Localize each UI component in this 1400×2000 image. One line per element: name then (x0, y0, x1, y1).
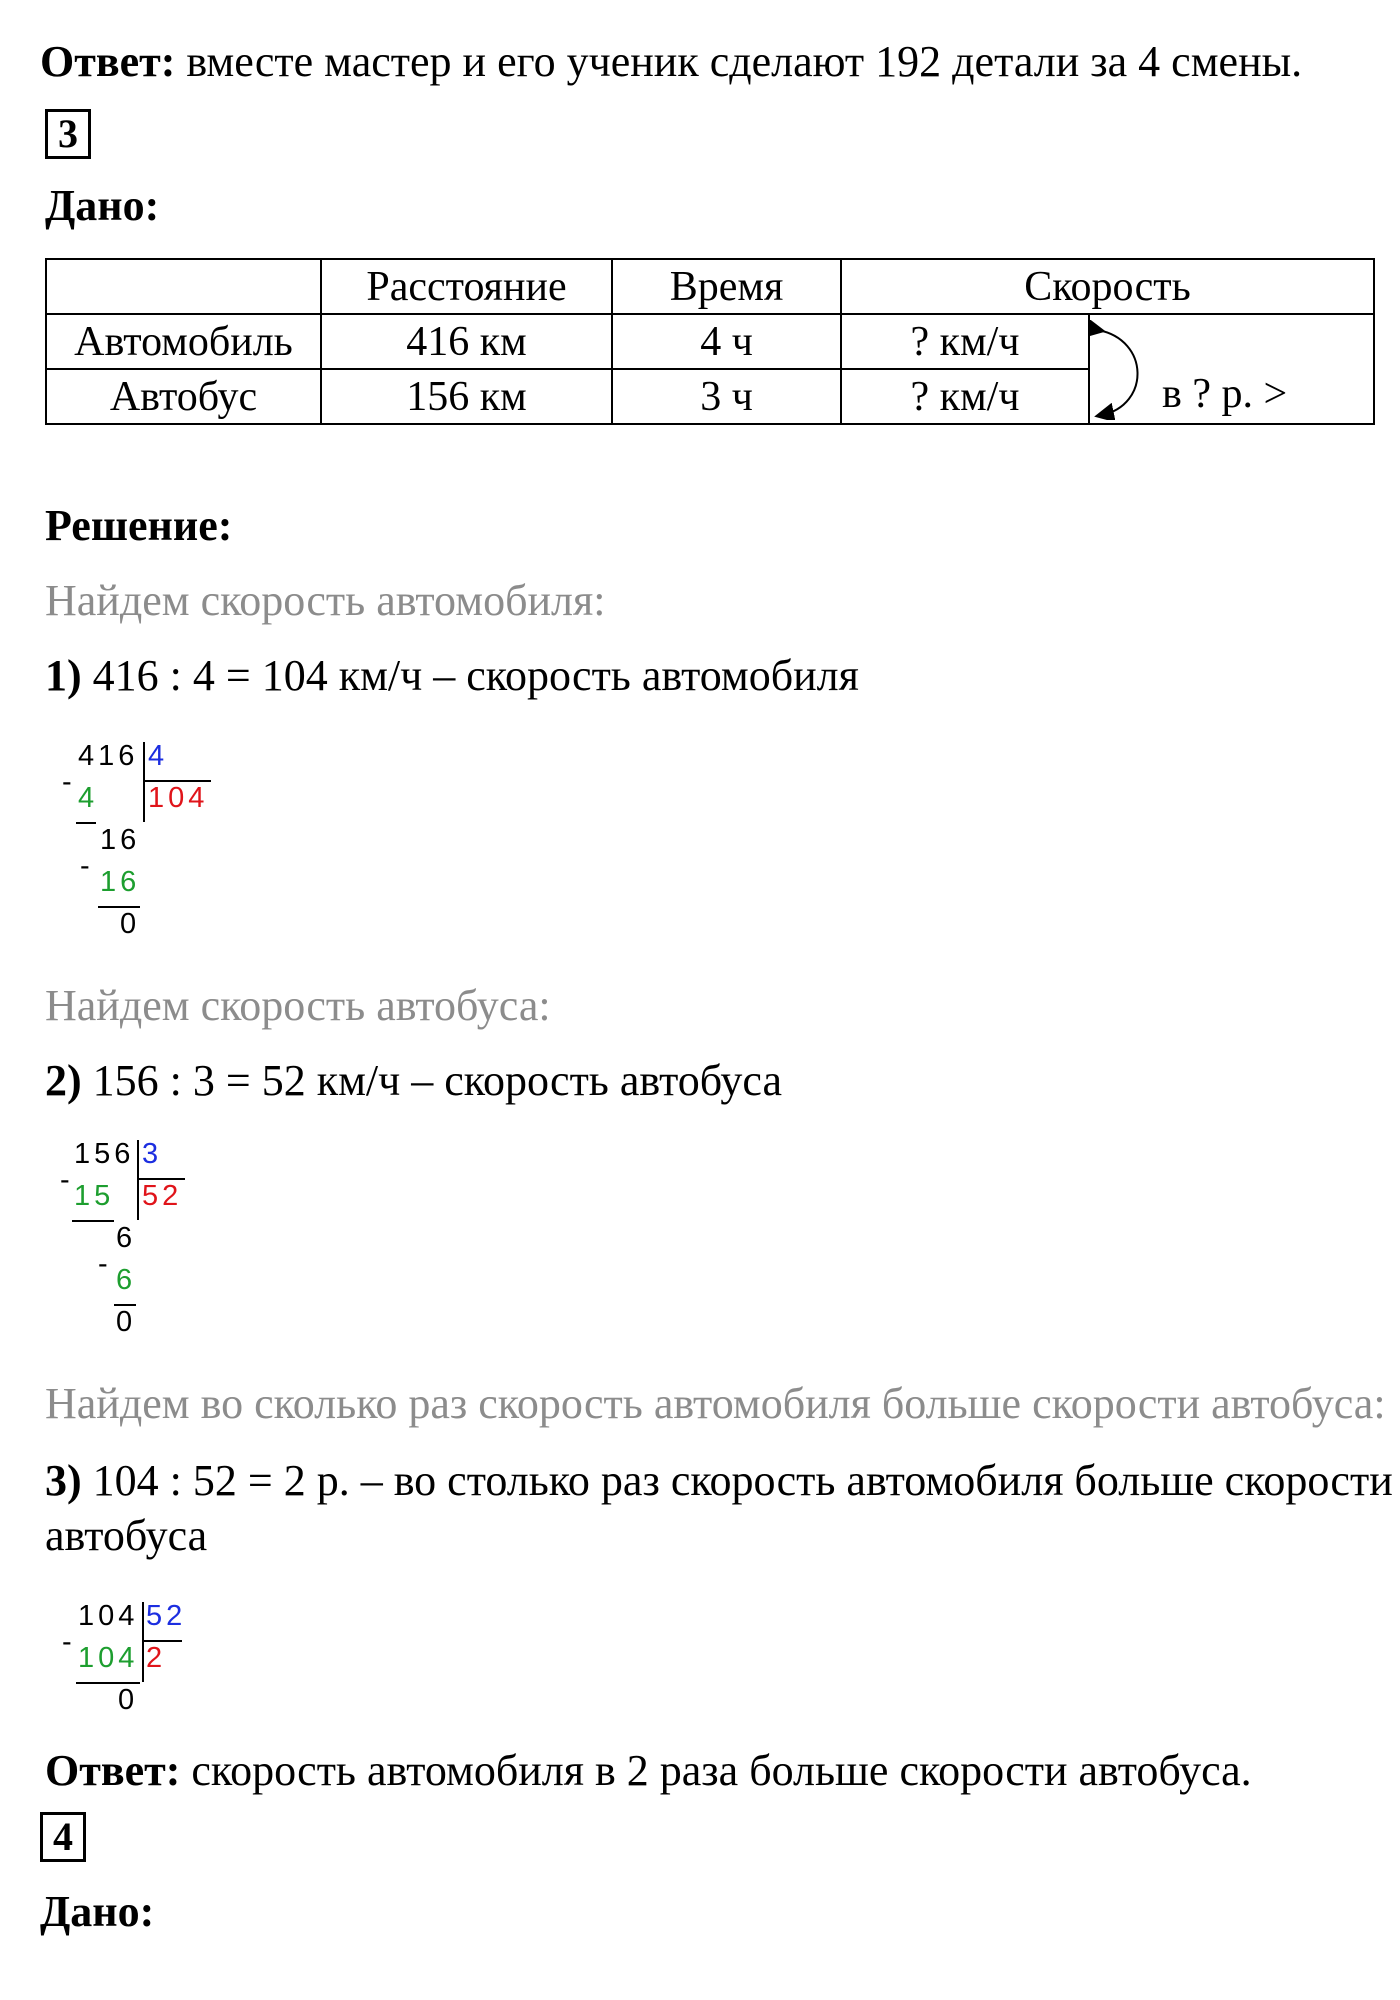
quotient: 2 (146, 1642, 167, 1674)
step-number: 1) (45, 651, 82, 700)
dividend: 156 (74, 1138, 135, 1170)
step-equation (45, 1455, 1393, 1506)
divisor: 52 (146, 1600, 187, 1632)
step-text: 416 : 4 = 104 км/ч – скорость автомобиля (81, 651, 859, 700)
subtrahend: 15 (74, 1180, 115, 1212)
answer-label: Ответ: (45, 1746, 181, 1795)
long-division (60, 740, 230, 950)
divisor: 4 (148, 740, 169, 772)
answer-text: вместе мастер и его ученик сделают 192 детали за 4 смены. (175, 37, 1303, 86)
table-cell: Автомобиль (46, 314, 321, 369)
table-header-cell: Скорость (841, 259, 1374, 314)
division-bar (143, 780, 211, 782)
long-division (60, 1138, 230, 1348)
previous-answer (40, 36, 1302, 87)
division-bar (137, 1140, 139, 1220)
minus-sign: - (62, 766, 76, 798)
task-number-4: 4 (40, 1812, 86, 1862)
subtrahend: 6 (116, 1264, 137, 1296)
division-underline (76, 822, 96, 824)
table-header-cell: Расстояние (321, 259, 612, 314)
step-equation (45, 650, 859, 701)
remainder: 6 (116, 1222, 137, 1254)
minus-sign: - (98, 1248, 112, 1280)
remainder: 0 (120, 908, 141, 940)
division-underline (72, 1220, 114, 1222)
division-bar (143, 742, 145, 822)
given-label: Дано: (40, 1887, 155, 1936)
task-number-3: 3 (45, 109, 91, 159)
subtrahend: 4 (78, 782, 99, 814)
division-underline (98, 906, 140, 908)
table-header-row (46, 259, 1374, 314)
dividend: 104 (78, 1600, 139, 1632)
given-label: Дано: (45, 181, 160, 230)
division-bar (142, 1602, 144, 1682)
answer-text: скорость автомобиля в 2 раза больше скорости автобуса. (180, 1746, 1252, 1795)
division-underline (76, 1682, 140, 1684)
quotient: 104 (148, 782, 209, 814)
remainder: 0 (118, 1684, 139, 1716)
comparison-cell (1089, 314, 1374, 424)
division-underline (114, 1304, 136, 1306)
long-division (60, 1600, 230, 1730)
step-text-continued: автобуса (45, 1511, 208, 1560)
subtrahend: 16 (100, 866, 141, 898)
task3-answer (45, 1745, 1252, 1796)
comparison-text: в ? р. > (1162, 371, 1288, 417)
solution-label: Решение: (45, 501, 233, 550)
answer-label: Ответ: (40, 37, 176, 86)
table-cell: ? км/ч (841, 369, 1089, 424)
division-bar (142, 1640, 182, 1642)
table-cell: 3 ч (612, 369, 841, 424)
step-text: 156 : 3 = 52 км/ч – скорость автобуса (81, 1056, 783, 1105)
comparison-arrow-icon (1090, 320, 1170, 420)
quotient: 52 (142, 1180, 183, 1212)
remainder: 16 (100, 824, 141, 856)
table-header-cell: Время (612, 259, 841, 314)
table-cell: 416 км (321, 314, 612, 369)
step-hint: Найдем скорость автобуса: (45, 981, 551, 1030)
table-cell: 4 ч (612, 314, 841, 369)
table-cell: 156 км (321, 369, 612, 424)
step-text: 104 : 52 = 2 р. – во столько раз скорость автомобиля больше скорости (81, 1456, 1393, 1505)
remainder: 0 (116, 1306, 137, 1338)
table-header-cell (46, 259, 321, 314)
step-number: 2) (45, 1056, 82, 1105)
minus-sign: - (60, 1164, 74, 1196)
table-cell: Автобус (46, 369, 321, 424)
table-row (46, 314, 1374, 369)
minus-sign: - (80, 850, 94, 882)
step-number: 3) (45, 1456, 82, 1505)
dividend: 416 (78, 740, 139, 772)
divisor: 3 (142, 1138, 163, 1170)
step-hint: Найдем во сколько раз скорость автомобиля больше скорости автобуса: (45, 1379, 1386, 1428)
division-bar (137, 1178, 185, 1180)
table-cell: ? км/ч (841, 314, 1089, 369)
step-hint: Найдем скорость автомобиля: (45, 576, 606, 625)
minus-sign: - (62, 1626, 76, 1658)
subtrahend: 104 (78, 1642, 139, 1674)
step-equation (45, 1055, 782, 1106)
given-table (45, 258, 1375, 425)
